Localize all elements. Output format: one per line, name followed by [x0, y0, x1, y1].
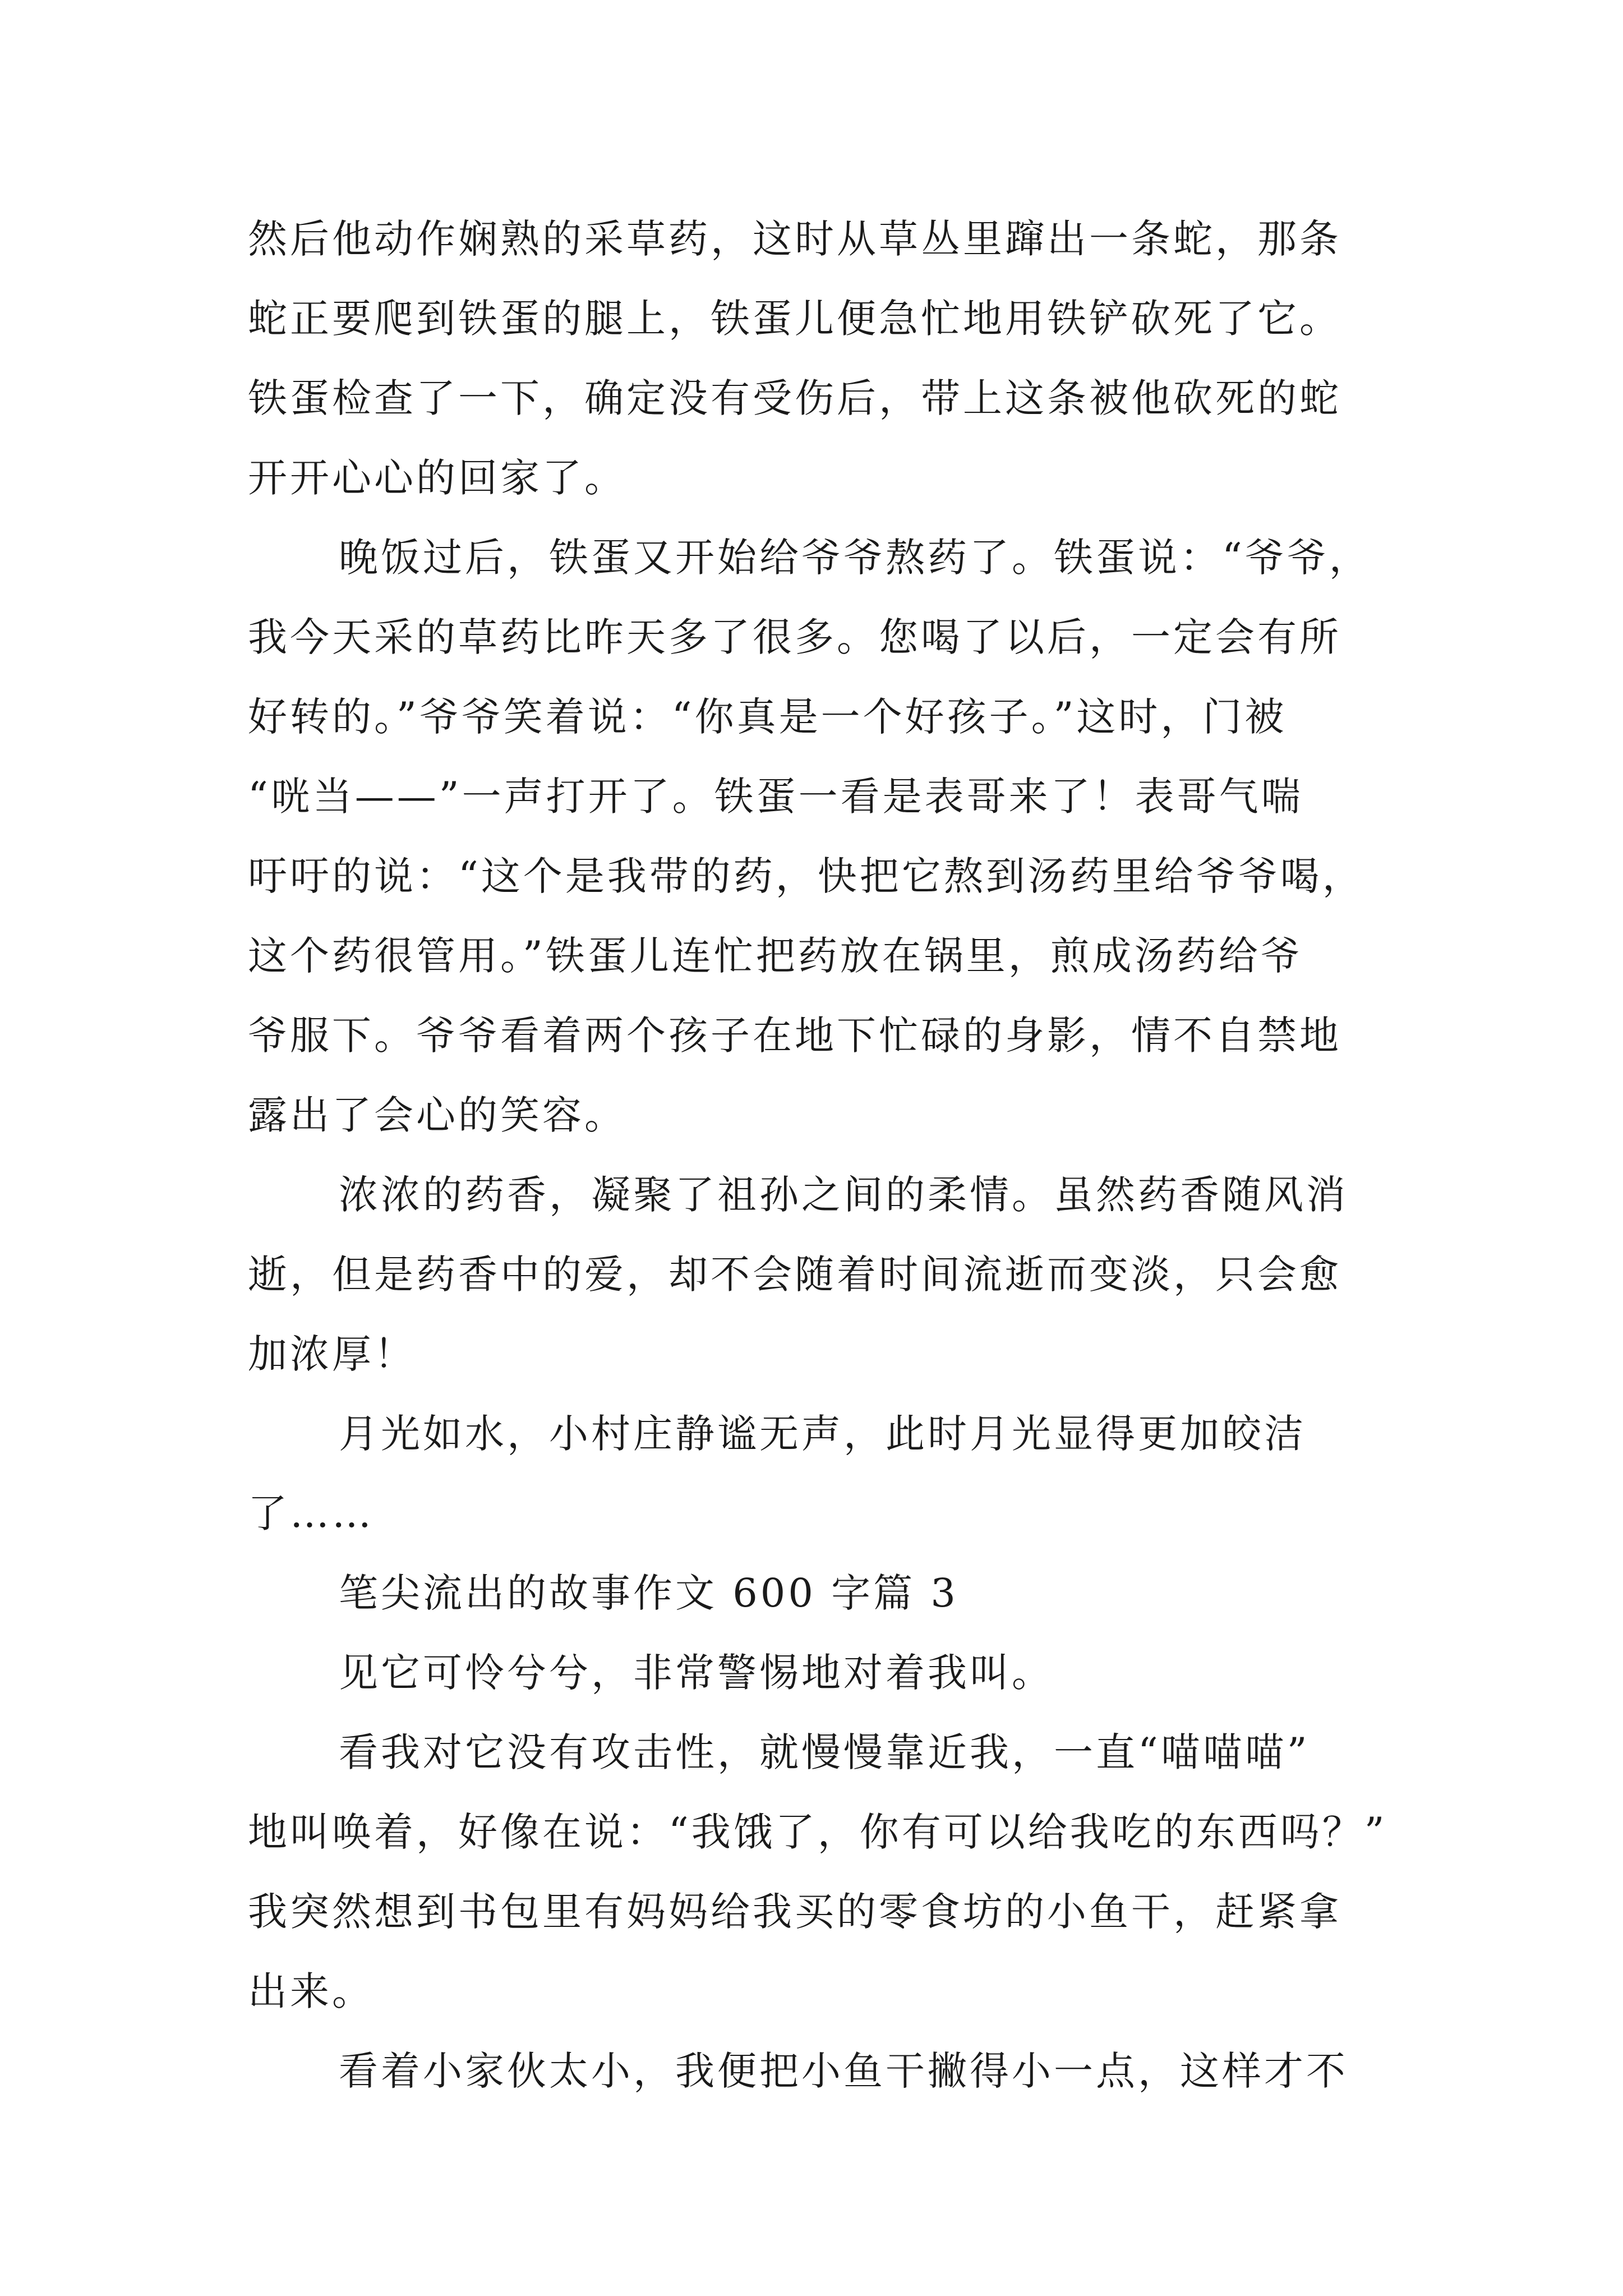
text-line: 好转的。”爷爷笑着说：“你真是一个好孩子。”这时，门被 [248, 694, 1287, 740]
text-line: 看着小家伙太小，我便把小鱼干撇得小一点，这样才不 [339, 2048, 1348, 2094]
text-line: 我突然想到书包里有妈妈给我买的零食坊的小鱼干，赶紧拿 [248, 1889, 1341, 1935]
text-line: 见它可怜兮兮，非常警惕地对着我叫。 [339, 1650, 1054, 1696]
text-line: 看我对它没有攻击性，就慢慢靠近我，一直“喵喵喵” [339, 1729, 1310, 1775]
document-body [248, 199, 1423, 2111]
text-line: 逝，但是药香中的爱，却不会随着时间流逝而变淡，只会愈 [248, 1251, 1341, 1297]
text-line: 浓浓的药香，凝聚了祖孙之间的柔情。虽然药香随风消 [339, 1172, 1348, 1218]
text-line: 蛇正要爬到铁蛋的腿上，铁蛋儿便急忙地用铁铲砍死了它。 [248, 296, 1341, 342]
text-line: 了…… [248, 1490, 374, 1536]
text-line: 出来。 [248, 1968, 374, 2014]
text-line: 这个药很管用。”铁蛋儿连忙把药放在锅里，煎成汤药给爷 [248, 933, 1303, 979]
text-line: 加浓厚！ [248, 1331, 416, 1377]
text-line: 月光如水，小村庄静谧无声，此时月光显得更加皎洁 [339, 1411, 1306, 1457]
text-line: 吁吁的说：“这个是我带的药，快把它熬到汤药里给爷爷喝， [248, 853, 1364, 899]
text-line: 我今天采的草药比昨天多了很多。您喝了以后，一定会有所 [248, 614, 1341, 660]
text-line: “咣当——”一声打开了。铁蛋一看是表哥来了！表哥气喘 [248, 774, 1303, 820]
section-heading: 笔尖流出的故事作文 600 字篇 3 [339, 1570, 958, 1616]
text-line: 开开心心的回家了。 [248, 455, 626, 501]
text-line: 地叫唤着，好像在说：“我饿了，你有可以给我吃的东西吗？” [248, 1809, 1387, 1855]
text-line: 铁蛋检查了一下，确定没有受伤后，带上这条被他砍死的蛇 [248, 375, 1341, 421]
text-line: 露出了会心的笑容。 [248, 1092, 626, 1138]
text-line: 晚饭过后，铁蛋又开始给爷爷熬药了。铁蛋说：“爷爷， [339, 535, 1371, 581]
text-line: 爷服下。爷爷看着两个孩子在地下忙碌的身影，情不自禁地 [248, 1013, 1341, 1059]
text-line: 然后他动作娴熟的采草药，这时从草丛里蹿出一条蛇，那条 [248, 216, 1341, 262]
